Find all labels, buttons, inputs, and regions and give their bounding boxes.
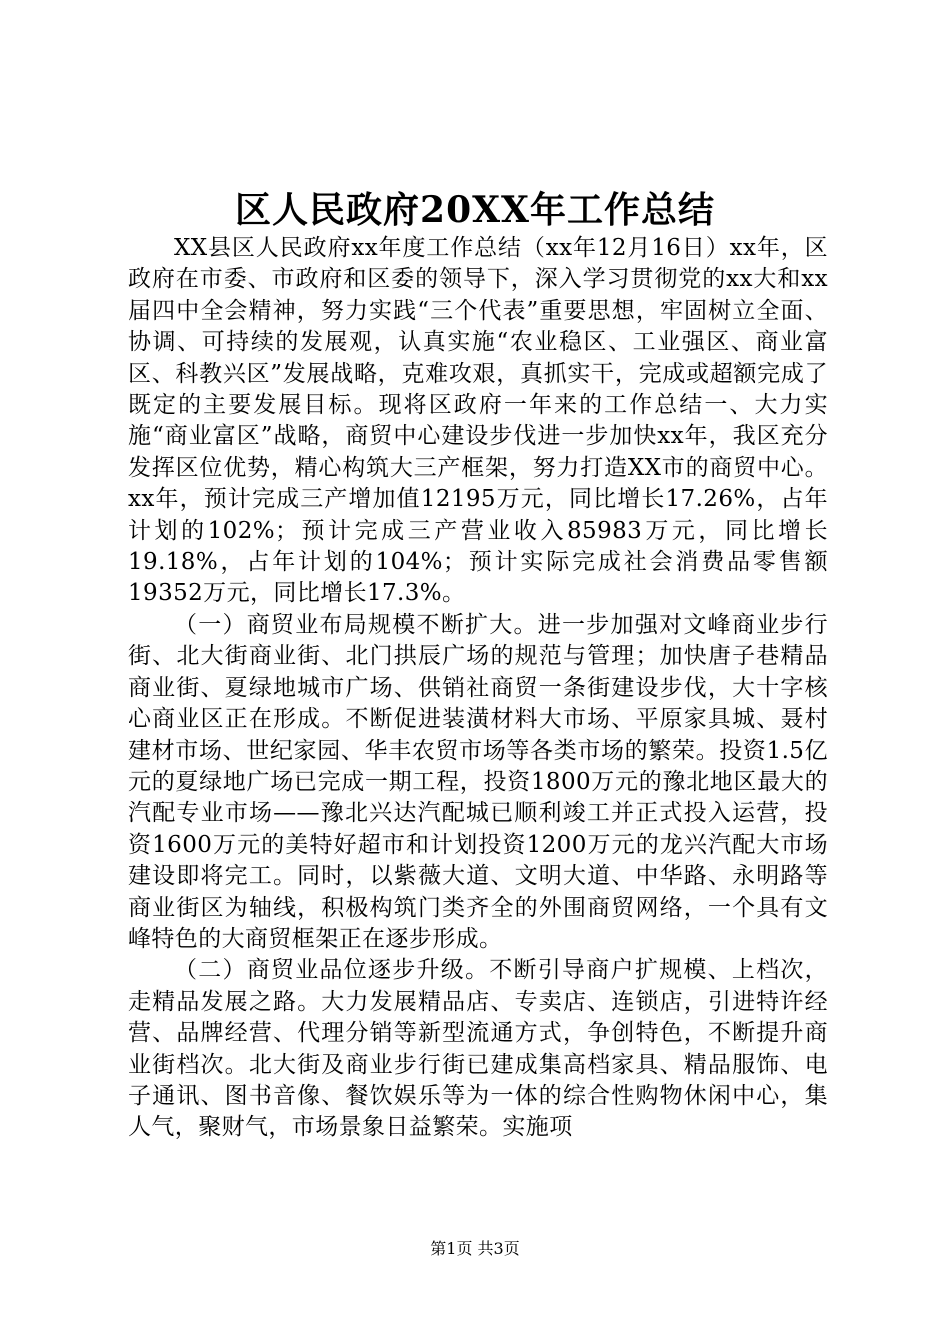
document-title: 区人民政府20XX年工作总结 bbox=[235, 189, 715, 231]
body-paragraph-1: XX县区人民政府xx年度工作总结（xx年12月16日）xx年，区政府在市委、市政府和区委的领导下，深入学习贯彻党的xx大和xx届四中全会精神，努力实践“三个代表”重要思想，牢固树立全面、协调、可持续的发展观，认真实施“农业稳区、工业强区、商业富区、科教兴区”发展战略，克难攻艰，真抓实干，完成或超额完成了既定的主要发展目标。现将区政府一年来的工作总结一、大力实施“商业富区”战略，商贸中心建设步伐进一步加快xx年，我区充分发挥区位优势，精心构筑大三产框架，努力打造XX市的商贸中心。xx年，预计完成三产增加值12195万元，同比增长17.26%，占年计划的102%；预计完成三产营业收入85983万元，同比增长19.18%，占年计划的104%；预计实际完成社会消费品零售额19352万元，同比增长17.3%。 bbox=[128, 235, 828, 607]
body-paragraph-3: （二）商贸业品位逐步升级。不断引导商户扩规模、上档次，走精品发展之路。大力发展精品店、专卖店、连锁店，引进特许经营、品牌经营、代理分销等新型流通方式，争创特色，不断提升商业街档次。北大街及商业步行街已建成集高档家具、精品服饰、电子通讯、图书音像、餐饮娱乐等为一体的综合性购物休闲中心，集人气，聚财气，市场景象日益繁荣。实施项 bbox=[128, 957, 828, 1141]
page-number-footer: 第1页 共3页 bbox=[430, 1239, 520, 1258]
body-paragraph-2: （一）商贸业布局规模不断扩大。进一步加强对文峰商业步行街、北大街商业街、北门拱辰广场的规范与管理；加快唐子巷精品商业街、夏绿地城市广场、供销社商贸一条街建设步伐，大十字核心商业区正在形成。不断促进装潢材料大市场、平原家具城、聂村建材市场、世纪家园、华丰农贸市场等各类市场的繁荣。投资1.5亿元的夏绿地广场已完成一期工程，投资1800万元的豫北地区最大的汽配专业市场——豫北兴达汽配城已顺利竣工并正式投入运营，投资1600万元的美特好超市和计划投资1200万元的龙兴汽配大市场建设即将完工。同时，以紫薇大道、文明大道、中华路、永明路等商业街区为轴线，积极构筑门类齐全的外围商贸网络，一个具有文峰特色的大商贸框架正在逐步形成。 bbox=[128, 611, 828, 952]
document-body bbox=[128, 233, 828, 1144]
